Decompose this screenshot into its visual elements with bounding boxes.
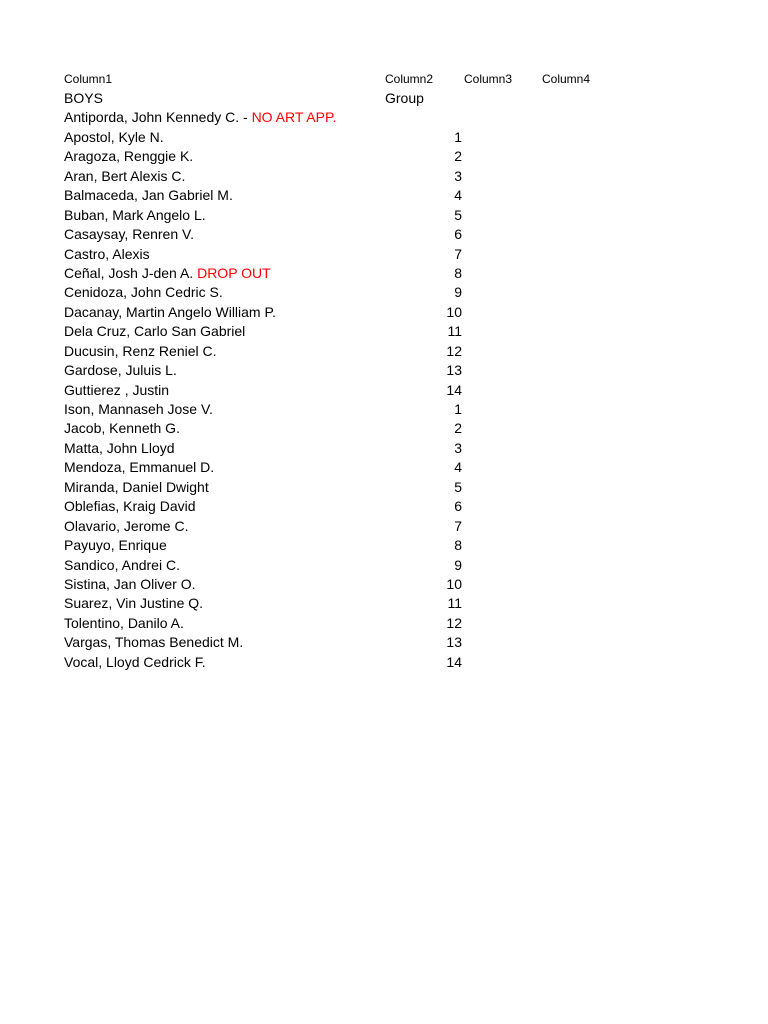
group-number-cell: 5 [454, 478, 462, 495]
student-name-cell [64, 400, 213, 419]
group-number-cell: 8 [454, 264, 462, 281]
student-name: Dacanay, Martin Angelo William P. [64, 303, 276, 320]
table-row [64, 283, 704, 302]
student-name-cell [64, 633, 243, 652]
student-name: Ison, Mannaseh Jose V. [64, 401, 213, 417]
group-number-cell: 7 [454, 517, 462, 534]
table-row [64, 653, 704, 672]
group-number-cell: 6 [454, 498, 462, 515]
student-name: Sandico, Andrei C. [64, 556, 180, 573]
table-row [64, 419, 704, 438]
group-number-cell: 2 [454, 148, 462, 165]
student-name: Ceñal, Josh J-den A. [64, 264, 198, 281]
status-note: NO ART APP. [251, 109, 337, 126]
table-row [64, 614, 704, 633]
student-name-cell [64, 439, 175, 458]
student-name: Sistina, Jan Oliver O. [64, 575, 196, 592]
student-name-cell [64, 264, 271, 283]
table-row [64, 478, 704, 497]
table-row [64, 167, 704, 186]
student-name-cell [64, 322, 245, 341]
student-name-cell [64, 536, 167, 555]
table-row [64, 575, 704, 594]
student-name: Miranda, Daniel Dwight [64, 478, 209, 495]
table-row [64, 245, 704, 264]
group-number-cell: 5 [454, 206, 462, 223]
student-list [64, 108, 704, 672]
group-number-cell: 14 [446, 653, 462, 670]
student-name-cell [64, 556, 180, 575]
spreadsheet-table [64, 69, 704, 672]
student-name: Balmaceda, Jan Gabriel M. [64, 187, 233, 204]
table-row [64, 517, 704, 536]
student-name: Ducusin, Renz Reniel C. [64, 342, 217, 359]
header-column1: Column1 [64, 72, 113, 86]
table-row [64, 322, 704, 341]
student-name: Casaysay, Renren V. [64, 226, 194, 243]
header-column2: Column2 [385, 72, 434, 86]
student-name: Vocal, Lloyd Cedrick F. [64, 653, 206, 670]
table-row [64, 186, 704, 205]
group-number-cell: 14 [446, 381, 462, 398]
student-name-cell [64, 167, 185, 186]
student-name-cell [64, 478, 209, 497]
student-name-cell [64, 653, 206, 672]
student-name-cell [64, 458, 214, 477]
table-row [64, 381, 704, 400]
group-number-cell: 8 [454, 537, 462, 554]
group-number-cell: 3 [454, 167, 462, 184]
table-row [64, 361, 704, 380]
student-name: Suarez, Vin Justine Q. [64, 595, 204, 612]
group-number-cell: 4 [454, 187, 462, 204]
table-row [64, 497, 704, 516]
group-number-cell: 12 [446, 342, 462, 359]
student-name-cell [64, 245, 150, 264]
table-row [64, 458, 704, 477]
group-number-cell: 12 [446, 614, 462, 631]
student-name: Matta, John Lloyd [64, 439, 175, 456]
table-row [64, 633, 704, 652]
status-note: DROP OUT [197, 264, 271, 281]
group-number-cell: 1 [454, 401, 462, 417]
group-number-cell: 7 [454, 245, 462, 262]
student-name-cell [64, 614, 184, 633]
student-name-cell [64, 147, 193, 166]
group-number-cell: 10 [446, 575, 462, 592]
group-number-cell: 13 [446, 634, 462, 651]
table-row [64, 206, 704, 225]
student-name-cell [64, 517, 188, 536]
student-name-cell [64, 128, 164, 147]
student-name-cell [64, 575, 196, 594]
table-row [64, 128, 704, 147]
student-name-cell [64, 419, 180, 438]
student-name: Cenidoza, John Cedric S. [64, 284, 223, 301]
section-row [64, 89, 704, 108]
student-name-cell [64, 381, 169, 400]
student-name-cell [64, 361, 177, 380]
group-number-cell: 1 [454, 128, 462, 145]
group-number-cell: 13 [446, 362, 462, 379]
student-name: Jacob, Kenneth G. [64, 420, 180, 437]
group-number-cell: 10 [446, 303, 462, 320]
group-number-cell: 3 [454, 439, 462, 456]
header-column4: Column4 [542, 72, 591, 86]
table-row [64, 147, 704, 166]
table-row [64, 594, 704, 613]
student-name: Aragoza, Renggie K. [64, 148, 194, 165]
table-row [64, 108, 704, 127]
student-name-cell [64, 497, 196, 516]
student-name-cell [64, 206, 206, 225]
table-row [64, 439, 704, 458]
student-name: Olavario, Jerome C. [64, 517, 189, 534]
group-number-cell: 4 [454, 459, 462, 476]
group-number-cell: 2 [454, 420, 462, 437]
student-name: Mendoza, Emmanuel D. [64, 459, 215, 476]
group-number-cell: 11 [447, 595, 462, 612]
student-name-cell [64, 303, 276, 322]
student-name: Oblefias, Kraig David [64, 498, 196, 515]
group-number-cell: 11 [447, 323, 462, 340]
group-column-label: Group [385, 90, 424, 106]
student-name: Tolentino, Danilo A. [64, 614, 184, 631]
student-name-cell [64, 342, 217, 361]
group-number-cell: 9 [454, 284, 462, 301]
student-name: Payuyo, Enrique [64, 537, 167, 554]
student-name: Antiporda, John Kennedy C. - [64, 109, 252, 126]
student-name: Gardose, Juluis L. [64, 362, 177, 379]
student-name: Castro, Alexis [64, 245, 150, 262]
group-number-cell: 6 [454, 226, 462, 243]
student-name: Aran, Bert Alexis C. [64, 167, 186, 184]
table-row [64, 400, 704, 419]
table-row [64, 264, 704, 283]
student-name-cell [64, 186, 233, 205]
student-name: Vargas, Thomas Benedict M. [64, 634, 244, 651]
group-number-cell: 9 [454, 556, 462, 573]
student-name: Buban, Mark Angelo L. [64, 206, 206, 223]
table-row [64, 536, 704, 555]
student-name-cell [64, 108, 336, 127]
header-column3: Column3 [464, 72, 513, 86]
table-row [64, 556, 704, 575]
student-name: Guttierez , Justin [64, 381, 170, 398]
table-row [64, 303, 704, 322]
header-row [64, 69, 704, 89]
student-name-cell [64, 225, 194, 244]
table-row [64, 225, 704, 244]
student-name: Apostol, Kyle N. [64, 128, 164, 145]
student-name-cell [64, 283, 223, 302]
student-name: Dela Cruz, Carlo San Gabriel [64, 323, 246, 340]
section-label: BOYS [64, 90, 103, 106]
table-row [64, 342, 704, 361]
student-name-cell [64, 594, 203, 613]
